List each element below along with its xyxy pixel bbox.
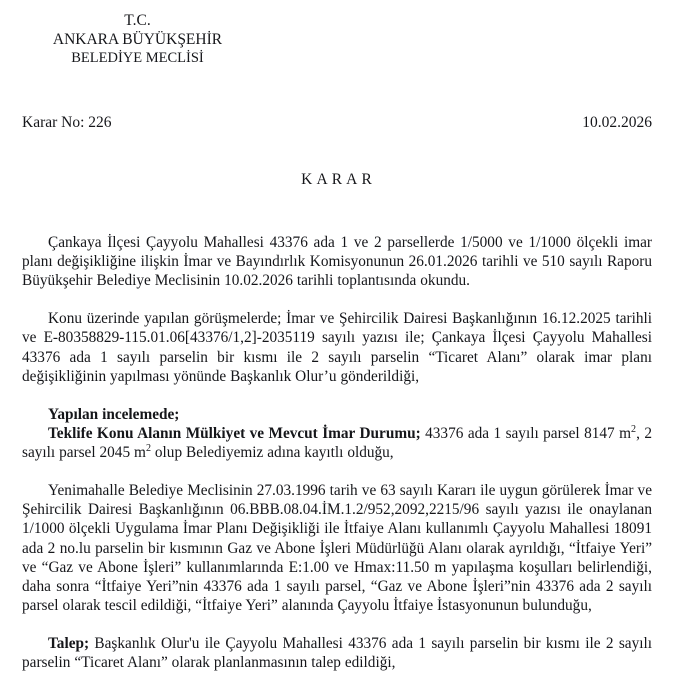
area-unit-superscript-2: 2 — [145, 442, 151, 454]
letterhead-line-municipality: ANKARA BÜYÜKŞEHİR — [52, 31, 223, 48]
area-unit-superscript-1: 2 — [631, 423, 637, 435]
ownership-heading-text: Teklife Konu Alanın Mülkiyet ve Mevcut İmar Durumu; — [48, 424, 421, 442]
decision-date: 10.02.2026 — [582, 114, 652, 131]
paragraph-request — [22, 634, 652, 672]
letterhead — [0, 11, 275, 68]
ownership-text-part3: olup Belediyemiz adına kayıtlı olduğu, — [150, 444, 394, 462]
paragraph-plan-history: Yenimahalle Belediye Meclisinin 27.03.1996 tarih ve 63 sayılı Kararı ile uygun görülerek İmar ve Şehircilik Dairesi Başkanlığının 06.BBB.08.04.İM.1.2/952,2092,2215/96 sayılı yazısı ile onaylanan 1/1000 ölçekli Uygulama İmar Planı Değişikliği ile İtfaiye Alanı kullanımlı Çayyolu Mahallesi 18091 ada 2 no.lu parselin bir kısmının Gaz ve Abone İşleri Müdürlüğü Alanı olarak ayrıldığı, “İtfaiye Yeri” ve “Gaz ve Abone İşleri” kullanımlarında E:1.00 ve Hmax:11.50 m yapılaşma koşulları belirlendiği, daha sonra “İtfaiye Yeri”nin 43376 ada 1 sayılı parsel, “Gaz ve Abone İşleri”nin 43376 ada 2 sayılı parsel olarak tescil edildiği, “İtfaiye Yeri” alanında Çayyolu İtfaiye İstasyonunun bulunduğu, — [22, 482, 652, 614]
examination-heading-text: Yapılan incelemede; — [48, 405, 180, 423]
ownership-text-part2: , 2 sayılı parsel 2045 m — [22, 424, 652, 462]
paragraph-ownership-status — [22, 424, 652, 462]
request-heading-text: Talep; — [48, 634, 90, 652]
page-title: KARAR — [301, 171, 376, 188]
decision-meta-row — [22, 113, 652, 132]
request-body-text: Başkanlık Olur'u ile Çayyolu Mahallesi 43376 ada 1 sayılı parselin bir kısmı ile 2 sayılı parselin “Ticaret Alanı” olarak planlanmasının talep edildiği, — [22, 634, 652, 672]
paragraph-deliberation: Konu üzerinde yapılan görüşmelerde; İmar ve Şehircilik Dairesi Başkanlığının 16.12.2025 tarihli ve E-80358829-115.01.06[43376/1,2]-2035119 sayılı yazısı ile; Çankaya İlçesi Çayyolu Mahallesi 43376 ada 1 sayılı parselin bir kısmı ile 2 sayılı parselin “Ticaret Alanı” olarak imar planı değişikliğinin yapılması yönünde Başkanlık Olur’u gönderildiği, — [22, 310, 652, 385]
paragraph-commission-report: Çankaya İlçesi Çayyolu Mahallesi 43376 ada 1 ve 2 parsellerde 1/5000 ve 1/1000 ölçekli imar planı değişikliğine ilişkin İmar ve Bayındırlık Komisyonunun 26.01.2026 tarihli ve 510 sayılı Raporu Büyükşehir Belediye Meclisinin 10.02.2026 tarihli toplantısında okundu. — [22, 234, 652, 290]
ownership-text-part1: 43376 ada 1 sayılı parsel 8147 m — [420, 424, 632, 442]
paragraph-examination-heading — [22, 405, 652, 424]
document-body — [22, 233, 652, 672]
letterhead-line-council: BELEDİYE MECLİSİ — [71, 50, 204, 66]
letterhead-line-tc: T.C. — [124, 12, 151, 29]
decision-number: Karar No: 226 — [22, 114, 112, 131]
